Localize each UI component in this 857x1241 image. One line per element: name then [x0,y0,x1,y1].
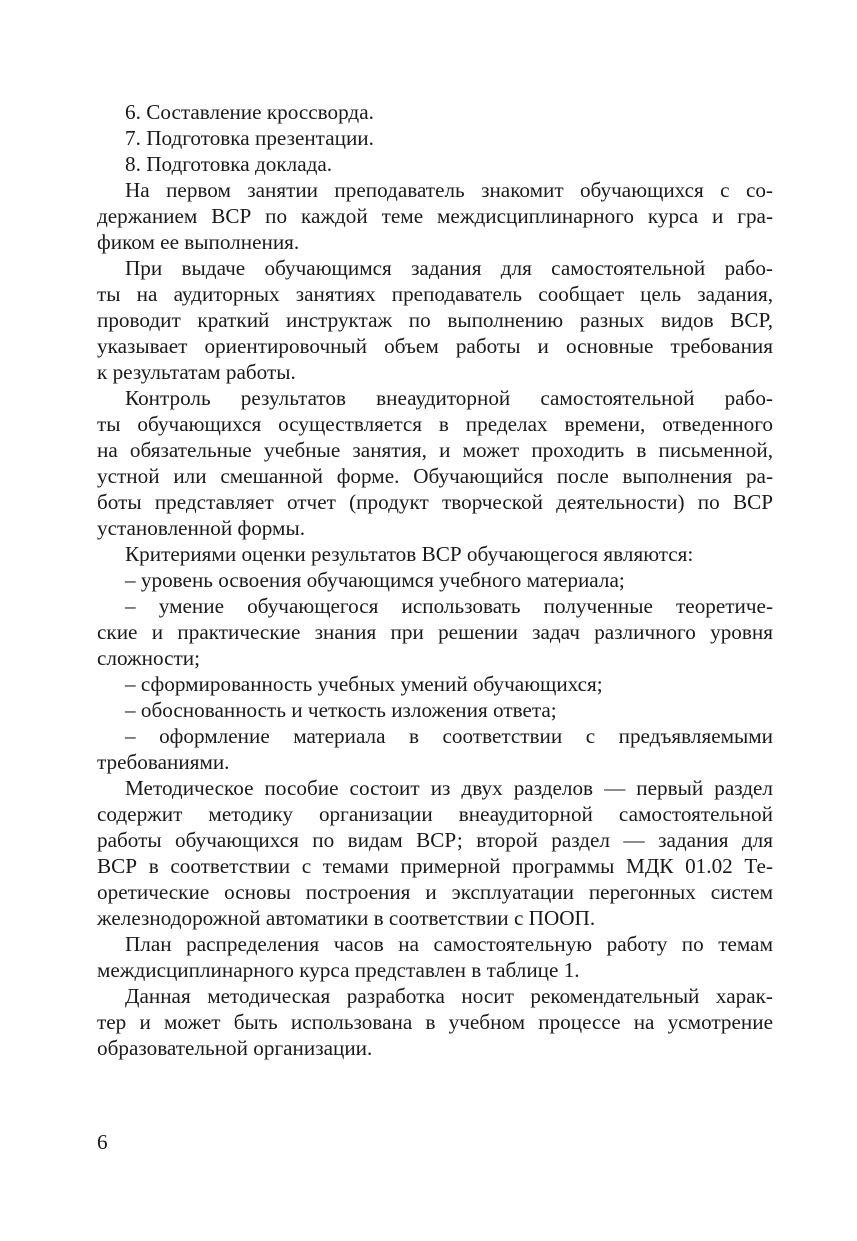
text-line: оретические основы построения и эксплуатации перегонных систем [97,880,773,904]
text-line: работы обучающихся по видам ВСР; второй раздел — задания для [97,828,773,852]
page-number: 6 [97,1130,108,1154]
paragraph [97,775,773,931]
text-line: План распределения часов на самостоятельную работу по темам [125,932,773,956]
text-line: на обязательные учебные занятия, и может проходить в письменной, [97,438,773,462]
paragraph [97,177,773,255]
text-line: сложности; [97,646,201,670]
text-line: фиком ее выполнения. [97,230,300,254]
paragraph [97,385,773,541]
paragraph [97,983,773,1061]
text-line: Методическое пособие состоит из двух разделов — первый раздел [125,776,773,800]
text-line: образовательной организации. [97,1036,373,1060]
text-line: указывает ориентировочный объем работы и основные требования [97,334,773,358]
paragraph [97,593,773,671]
text-line: ты на аудиторных занятиях преподаватель сообщает цель задания, [97,282,773,306]
text-line: 6. Составление кроссворда. [125,100,374,124]
paragraph [97,541,773,567]
paragraph [97,567,773,593]
paragraph [97,125,773,151]
text-line: 7. Подготовка презентации. [125,126,374,150]
text-line: проводит краткий инструктаж по выполнению разных видов ВСР, [97,308,773,332]
text-line: На первом занятии преподаватель знакомит обучающихся с со- [125,178,773,202]
text-line: требованиями. [97,750,230,774]
text-line: – обоснованность и четкость изложения ответа; [125,698,557,722]
text-line: Критериями оценки результатов ВСР обучающегося являются: [125,542,694,566]
paragraph [97,931,773,983]
paragraph [97,671,773,697]
text-line: ские и практические знания при решении задач различного уровня [97,620,773,644]
text-line: к результатам работы. [97,360,296,384]
text-line: содержит методику организации внеаудиторной самостоятельной [97,802,773,826]
paragraph [97,255,773,385]
text-line: устной или смешанной форме. Обучающийся после выполнения ра- [97,464,773,488]
text-line: – оформление материала в соответствии с предъявляемыми [125,724,773,748]
text-line: Контроль результатов внеаудиторной самостоятельной рабо- [125,386,773,410]
text-line: установленной формы. [97,516,305,540]
paragraph [97,723,773,775]
paragraph [97,697,773,723]
text-line: 8. Подготовка доклада. [125,152,333,176]
text-line: Данная методическая разработка носит рекомендательный харак- [125,984,773,1008]
text-line: держанием ВСР по каждой теме междисциплинарного курса и гра- [97,204,773,228]
text-line: – уровень освоения обучающимся учебного материала; [125,568,625,592]
text-line: тер и может быть использована в учебном процессе на усмотрение [97,1010,773,1034]
text-line: боты представляет отчет (продукт творческой деятельности) по ВСР [97,490,773,514]
paragraph [97,151,773,177]
paragraph [97,99,773,125]
text-line: При выдаче обучающимся задания для самостоятельной рабо- [125,256,773,280]
text-line: – умение обучающегося использовать полученные теоретиче- [125,594,773,618]
text-line: ВСР в соответствии с темами примерной программы МДК 01.02 Те- [97,854,773,878]
document-body [97,99,773,1061]
text-line: – сформированность учебных умений обучающихся; [125,672,603,696]
text-line: междисциплинарного курса представлен в таблице 1. [97,958,580,982]
text-line: ты обучающихся осуществляется в пределах времени, отведенного [97,412,773,436]
text-line: железнодорожной автоматики в соответствии с ПООП. [97,906,596,930]
